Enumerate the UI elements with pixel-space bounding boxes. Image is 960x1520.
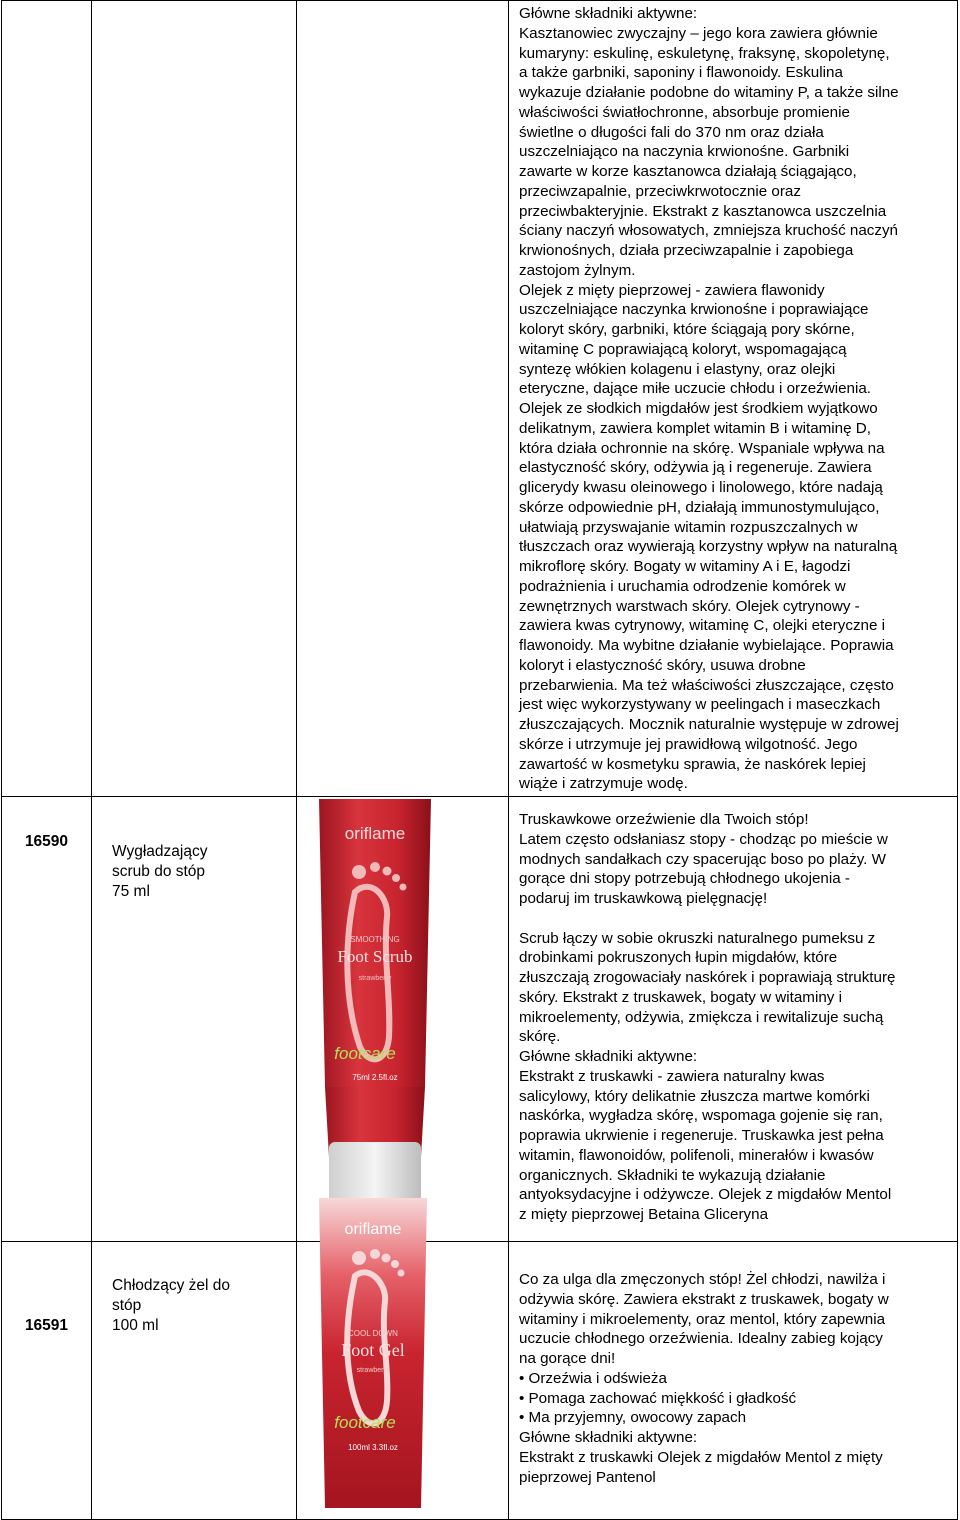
text-line: • Pomaga zachować miękkość i gładkość (519, 1389, 797, 1407)
text-line: delikatnym, zawiera komplet witamin B i witaminę D, (519, 419, 871, 437)
image-cell (297, 1221, 509, 1520)
code-cell (2, 797, 92, 1242)
text-line: elastyczność skóry, odżywia ją i regeneruje. Zawiera (519, 459, 872, 477)
table-row (2, 797, 958, 1242)
text-line: koloryt skóry, garbniki, które ściągają pory skórne, (519, 321, 855, 338)
text-line: Scrub łączy w sobie okruszki naturalnego pumeksu z (519, 929, 876, 947)
text-line: przebarwienia. Ma też właściwości złuszczające, często (519, 676, 894, 694)
text-line: złuszczają zrogowaciały naskórek i poprawiają strukturę (519, 969, 896, 986)
svg-text:Foot Gel: Foot Gel (341, 1340, 405, 1360)
text-line: Kasztanowiec zwyczajny – jego kora zawiera głównie (519, 24, 878, 42)
table-row (2, 1242, 958, 1520)
svg-text:100ml 3.3fl.oz: 100ml 3.3fl.oz (348, 1443, 398, 1452)
svg-text:strawberry: strawberry (356, 1367, 390, 1374)
text-line: zawartość w kosmetyku sprawia, że naskórek lepiej (519, 755, 866, 773)
svg-text:strawberry: strawberry (358, 975, 392, 982)
svg-text:footcare: footcare (334, 1044, 396, 1063)
text-line: • Orzeźwia i odświeża (519, 1369, 667, 1387)
description-text (509, 797, 957, 1225)
name-cell (92, 1, 297, 797)
text-line: podrażnienia i uruchamia odrodzenie komórek w (519, 577, 846, 595)
description-cell (509, 1242, 958, 1520)
text-line: uczucie chłodnego orzeźwienia. Idealny zabieg kojący (519, 1330, 883, 1348)
svg-text:Foot Scrub: Foot Scrub (337, 947, 413, 966)
foot-gel-tube-image (315, 1196, 431, 1512)
text-line: Ekstrakt z truskawki - zawiera naturalny kwas (519, 1067, 825, 1085)
text-line: podaruj im truskawkową pielęgnację! (519, 890, 768, 907)
text-line: eteryczne, dające miłe uczucie chłodu i orzeźwienia. (519, 380, 872, 398)
image-cell (297, 1, 509, 797)
text-line: przeciwbakteryjnie. Ekstrakt z kasztanowca uszczelnia (519, 202, 887, 220)
text-line: witaminy i mikroelementy, oraz mentol, który zapewnia (519, 1310, 886, 1328)
text-line: koloryt i elastyczność skóry, usuwa drobne (519, 656, 806, 674)
text-line: wiąże i zatrzymuje wodę. (519, 775, 688, 793)
text-line: świetlne o długości fali do 370 nm oraz działa (519, 123, 824, 141)
text-line: antyoksydacyjne i odżywcze. Olejek z migdałów Mentol (519, 1186, 892, 1204)
text-line: tłuszczach oraz wywierają korzystny wpływ na naturalną (519, 538, 898, 556)
text-line: salicylowy, który delikatnie złuszcza martwe komórki (519, 1087, 870, 1105)
text-line: syntezę włókien kolagenu i elastyny, oraz olejki (519, 360, 836, 378)
text-line: Główne składniki aktywne: (519, 5, 698, 22)
text-line: skórze odpowiednie pH, działają immunostymulująco, (519, 498, 880, 516)
text-line: zewnętrznych warstwach skóry. Olejek cytrynowy - (519, 597, 860, 615)
text-line: Latem często odsłaniasz stopy - chodząc po mieście w (519, 830, 888, 848)
code-cell (2, 1242, 92, 1520)
text-line: która działa ochronnie na skórę. Wspaniale wpływa na (519, 439, 885, 457)
svg-text:COOL DOWN: COOL DOWN (348, 1329, 398, 1338)
text-line: Główne składniki aktywne: (519, 1429, 698, 1446)
text-line: organicznych. Składniki te wykazują działanie (519, 1166, 826, 1184)
text-line: z mięty pieprzowej Betaina Gliceryna (519, 1206, 769, 1223)
text-line: krwionośnych, działa przeciwzapalnie i zapobiega (519, 242, 854, 259)
text-line: poprawia ukrwienie i regeneruje. Truskawka jest pełna (519, 1127, 884, 1144)
text-line: zawiera kwas cytrynowy, witaminę C, olejki eteryczne i (519, 617, 886, 635)
svg-text:footcare: footcare (334, 1413, 396, 1432)
text-line: mikroelementy, odżywia, zmiękcza i rewitalizuje suchą (519, 1008, 884, 1026)
brand-text: oriflame (344, 1221, 402, 1238)
description-text (509, 1, 957, 794)
text-line: uszczelniające naczynka krwionośne i poprawiające (519, 301, 869, 319)
text-line: skórze i utrzymuje jej prawidłową wilgotność. Jego (519, 735, 858, 753)
text-line: zawarte w korze kasztanowca działają ściągająco, (519, 163, 857, 180)
text-line: mikroflorę skóry. Bogaty w witaminy A i E, łagodzi (519, 558, 851, 575)
code-cell (2, 1, 92, 797)
text-line: ściany naczyń włosowatych, zmniejsza kruchość naczyń (519, 222, 898, 240)
text-line: skórę. (519, 1028, 561, 1046)
product-name: Wygładzający scrub do stóp 75 ml (112, 843, 208, 900)
text-line: Olejek z mięty pieprzowej - zawiera flawonidy (519, 281, 825, 299)
product-table (1, 0, 958, 1520)
svg-text:75ml 2.5fl.oz: 75ml 2.5fl.oz (352, 1073, 398, 1082)
text-line: Olejek ze słodkich migdałów jest środkiem wyjątkowo (519, 400, 878, 417)
text-line: gorące dni stopy potrzebują chłodnego ukojenia - (519, 870, 850, 888)
text-line: pieprzowej Pantenol (519, 1468, 656, 1486)
text-line: naskórka, wygładza skórę, wspomaga gojenie się ran, (519, 1107, 883, 1125)
text-line: modnych sandałkach czy spacerując boso po plaży. W (519, 850, 886, 868)
text-line: drobinkami pokruszonych łupin migdałów, które (519, 949, 838, 967)
text-line: Co za ulga dla zmęczonych stóp! Żel chłodzi, nawilża i (519, 1271, 886, 1288)
product-code: 16591 (24, 1317, 69, 1334)
text-line: Główne składniki aktywne: (519, 1048, 698, 1065)
text-line: na gorące dni! (519, 1350, 616, 1367)
description-text (509, 1242, 957, 1487)
text-line: złuszczających. Mocznik naturalnie występuje w zdrowej (519, 716, 899, 733)
text-line: flawonoidy. Ma wybitne działanie wybielające. Poprawia (519, 637, 894, 654)
table-row (2, 1, 958, 797)
text-line: zastojom żylnym. (519, 261, 636, 279)
text-line: • Ma przyjemny, owocowy zapach (519, 1409, 747, 1427)
text-line: witamin, flawonoidów, polifenoli, minerałów i kwasów (519, 1146, 874, 1164)
text-line: jest więc wykorzystywany w peelingach i maseczkach (519, 696, 881, 714)
name-cell (92, 1242, 297, 1520)
text-line: a także garbniki, saponiny i flawonoidy. Eskulina (519, 64, 843, 82)
text-line: uszczelniająco na naczynia krwionośne. Garbniki (519, 143, 850, 161)
text-line: wykazuje działanie podobne do witaminy P, a także silne (519, 84, 899, 101)
product-code: 16590 (24, 833, 69, 850)
text-line: skóry. Ekstrakt z truskawek, bogaty w witaminy i (519, 988, 842, 1006)
foot-scrub-tube-image (315, 797, 435, 1222)
text-line: ułatwiają przyswajanie witamin rozpuszczalnych w (519, 518, 858, 536)
text-line (519, 909, 947, 929)
text-line: kumaryny: eskulinę, eskuletynę, fraksynę, skopoletynę, (519, 44, 890, 62)
text-line: Truskawkowe orzeźwienie dla Twoich stóp! (519, 811, 809, 828)
name-cell (92, 797, 297, 1242)
svg-text:SMOOTHING: SMOOTHING (350, 935, 400, 944)
text-line: właściwości światłochronne, absorbuje promienie (519, 103, 850, 121)
text-line: odżywia skórę. Zawiera ekstrakt z truskawek, bogaty w (519, 1290, 889, 1308)
description-cell (509, 1, 958, 797)
brand-text: oriflame (344, 824, 406, 843)
text-line: Ekstrakt z truskawki Olejek z migdałów Mentol z mięty (519, 1448, 883, 1466)
description-cell (509, 797, 958, 1242)
text-line: przeciwzapalnie, przeciwkrwotocznie oraz (519, 182, 801, 200)
text-line: witaminę C poprawiającą koloryt, wspomagającą (519, 340, 847, 358)
text-line: glicerydy kwasu oleinowego i linolowego, które nadają (519, 479, 883, 496)
product-name: Chłodzący żel do stóp 100 ml (112, 1277, 231, 1334)
image-cell (297, 797, 509, 1242)
